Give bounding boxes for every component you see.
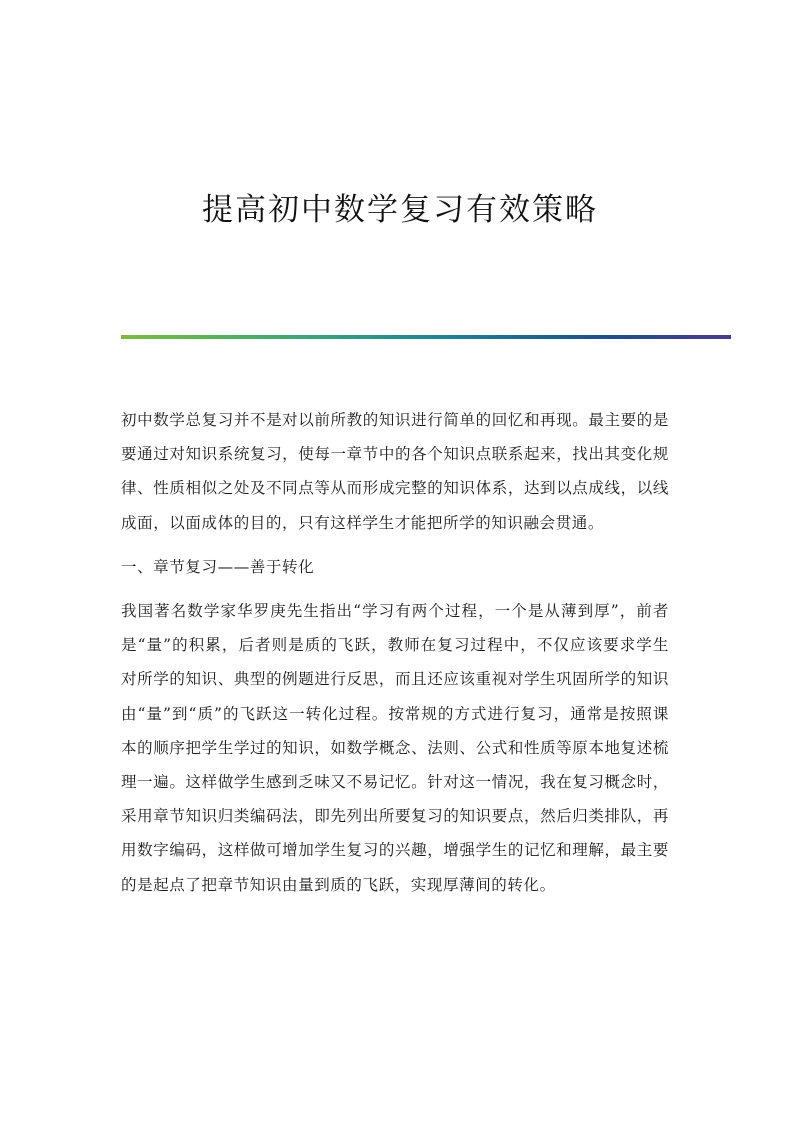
section-heading: 一、章节复习——善于转化 bbox=[121, 557, 315, 576]
document-body bbox=[121, 403, 669, 912]
title-divider bbox=[121, 335, 731, 339]
document-title: 提高初中数学复习有效策略 bbox=[202, 192, 598, 228]
intro-paragraph: 初中数学总复习并不是对以前所教的知识进行简单的回忆和再现。最主要的是要通过对知识系统复习，使每一章节中的各个知识点联系起来，找出其变化规律、性质相似之处及不同点等从而形成完整的知识体系，达到以点成线，以线成面，以面成体的目的，只有这样学生才能把所学的知识融会贯通。 bbox=[121, 411, 669, 532]
body-paragraph: 我国著名数学家华罗庚先生指出“学习有两个过程，一个是从薄到厚”，前者是“量”的积累，后者则是质的飞跃，教师在复习过程中，不仅应该要求学生对所学的知识、典型的例题进行反思，而且还应该重视对学生巩固所学的知识由“量”到“质”的飞跃这一转化过程。按常规的方式进行复习，通常是按照课本的顺序把学生学过的知识，如数学概念、法则、公式和性质等原本地复述梳理一遍。这样做学生感到乏味又不易记忆。针对这一情况，我在复习概念时，采用章节知识归类编码法，即先列出所要复习的知识要点，然后归类排队，再用数字编码，这样做可增加学生复习的兴趣，增强学生的记忆和理解，最主要的是起点了把章节知识由量到质的飞跃，实现厚薄间的转化。 bbox=[121, 602, 669, 894]
